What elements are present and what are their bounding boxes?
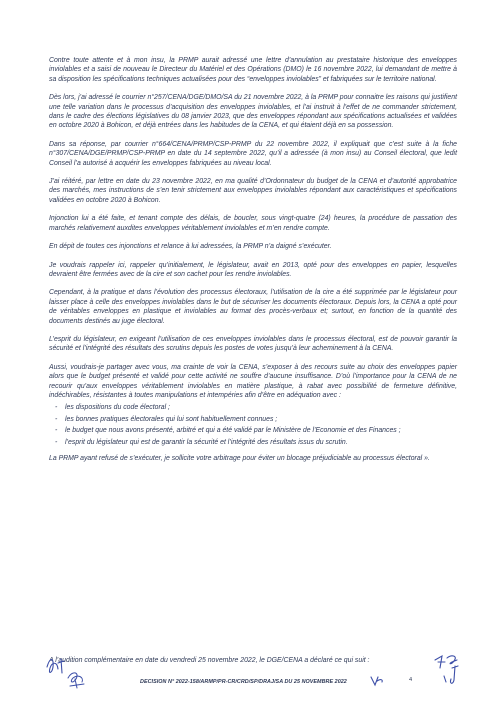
decision-footer: DECISION N° 2022-158/ARMP/PR-CR/CRD/SP/DRAJ/SA DU 25 NOVEMBRE 2022	[140, 679, 347, 685]
paragraph-3: Dans sa réponse, par courrier n°664/CENA/PRMP/CSP-PRMP du 22 novembre 2022, il expliquait que c’est suite à la fiche n°307/CENA/DGE/PRMP/CSP-PRMP en date du 14 septembre 2022, qu’il a adressée (à mon insu) au Conseil électoral, que ledit Conseil l’a autorisé à acquérir les enveloppes fabriquées au niveau local.	[49, 140, 457, 167]
paragraph-2: Dès lors, j’ai adressé le courrier n°257/CENA/DGE/DMO/SA du 21 novembre 2022, à la PRMP pour connaitre les raisons qui justifient une telle variation dans le processus d’acquisition des enveloppes inviolables, et l’ai instruit à l’effet de ne commander strictement, dans le cadre des élections législatives du 08 janvier 2023, que des enveloppes répondant aux spécifications actualisées et validées en octobre 2020 à Bohicon, et déjà entrées dans les habitudes de la CENA, et qui étaient déjà en sa possession.	[49, 94, 457, 130]
initials-signature-2	[64, 668, 90, 690]
body-text	[49, 56, 457, 472]
initials-signature-right	[432, 652, 462, 688]
paragraph-5: Injonction lui a été faite, et tenant compte des délais, de boucler, sous vingt-quatre (24) heures, la procédure de passation des marchés relativement auxdites enveloppes véritablement inviolables et m’en rendre compte.	[49, 215, 457, 232]
paragraph-8: Cependant, à la pratique et dans l’évolution des processus électoraux, l’utilisation de la cire a été supprimée par le législateur pour laisser place à celle des enveloppes inviolables dans le but de sécuriser les documents électoraux. Depuis lors, la CENA a opté pour de véritables enveloppes en plastique et inviolables au format des procès-verbaux et; surtout, en fonction de la quantité des documents destinés au juge électoral.	[49, 289, 457, 325]
list-item	[49, 415, 457, 424]
paragraph-9: L’esprit du législateur, en exigeant l’utilisation de ces enveloppes inviolables dans le processus électoral, est de pouvoir garantir la sécurité et l’intégrité des résultats des scrutins depuis les postes de votes jusqu’à leur acheminement à la CENA.	[49, 335, 457, 353]
bullet-list	[49, 403, 457, 447]
closing-paragraph: La PRMP ayant refusé de s’exécuter, je sollicite votre arbitrage pour éviter un blocage préjudiciable au processus électoral ».	[49, 455, 430, 462]
list-item	[49, 403, 457, 412]
list-item	[49, 438, 457, 447]
paragraph-4: J’ai réitéré, par lettre en date du 23 novembre 2022, en ma qualité d’Ordonnateur du budget de la CENA et d’autorité approbatrice des marchés, mes instructions de s’en tenir strictement aux enveloppes inviolables répondant aux caractéristiques et spécifications validées en octobre 2020 à Bohicon.	[49, 178, 457, 204]
page-number: 4	[409, 677, 413, 683]
paragraph-6: En dépit de toutes ces injonctions et relance à lui adressées, la PRMP n’a daigné s’exécuter.	[49, 243, 332, 251]
bullet-dash: -	[55, 427, 58, 435]
bullet-dash: -	[55, 415, 58, 423]
list-item-text: les dispositions du code électoral ;	[65, 404, 170, 412]
initials-signature-footer	[369, 673, 385, 689]
paragraph-7: Je voudrais rappeler ici, rappeler qu’initialement, le législateur, avait en 2013, opté pour des enveloppes en papier, lesquelles devraient être fermées avec de la cire et son cachet pour les rendre inviolables.	[49, 261, 457, 278]
paragraph-1: Contre toute attente et à mon insu, la PRMP aurait adressé une lettre d’annulation au prestataire historique des enveloppes inviolables et a saisi de nouveau le Directeur du Matériel et des Opérations (DMO) le 16 novembre 2022, lui demandant de mettre à sa disposition les spécifications techniques actualisées pour des “enveloppes inviolables” et fabriquées sur le territoire national.	[49, 57, 457, 83]
list-item-text: l’esprit du législateur qui est de garantir la sécurité et l’intégrité des résultats issus du scrutin.	[65, 438, 348, 446]
list-item-text: les bonnes pratiques électorales qui lui sont habituellement connues ;	[65, 415, 278, 423]
list-item-text: le budget que nous avons présenté, arbitré et qui a été validé par le Ministère de l’Economie et des Finances ;	[65, 427, 401, 435]
bullet-dash: -	[55, 404, 58, 412]
bullet-dash: -	[55, 438, 58, 446]
hearing-statement-line: A l’audition complémentaire en date du vendredi 25 novembre 2022, le DGE/CENA a déclaré ce qui suit :	[49, 657, 370, 664]
list-item	[49, 426, 457, 435]
paragraph-10: Aussi, voudrais-je partager avec vous, ma crainte de voir la CENA, s’exposer à des recours suite au choix des enveloppes papier alors que le budget présenté et validé pour cette activité ne souffre d’aucune insuffisance. D’où l’importance pour la CENA de ne recourir qu’aux enveloppes véritablement inviolables en matière plastique, à rabat avec possibilité de fermeture définitive, indéchirables, résistantes à toutes manipulations et intempéries afin d’être en adéquation avec :	[49, 363, 457, 399]
